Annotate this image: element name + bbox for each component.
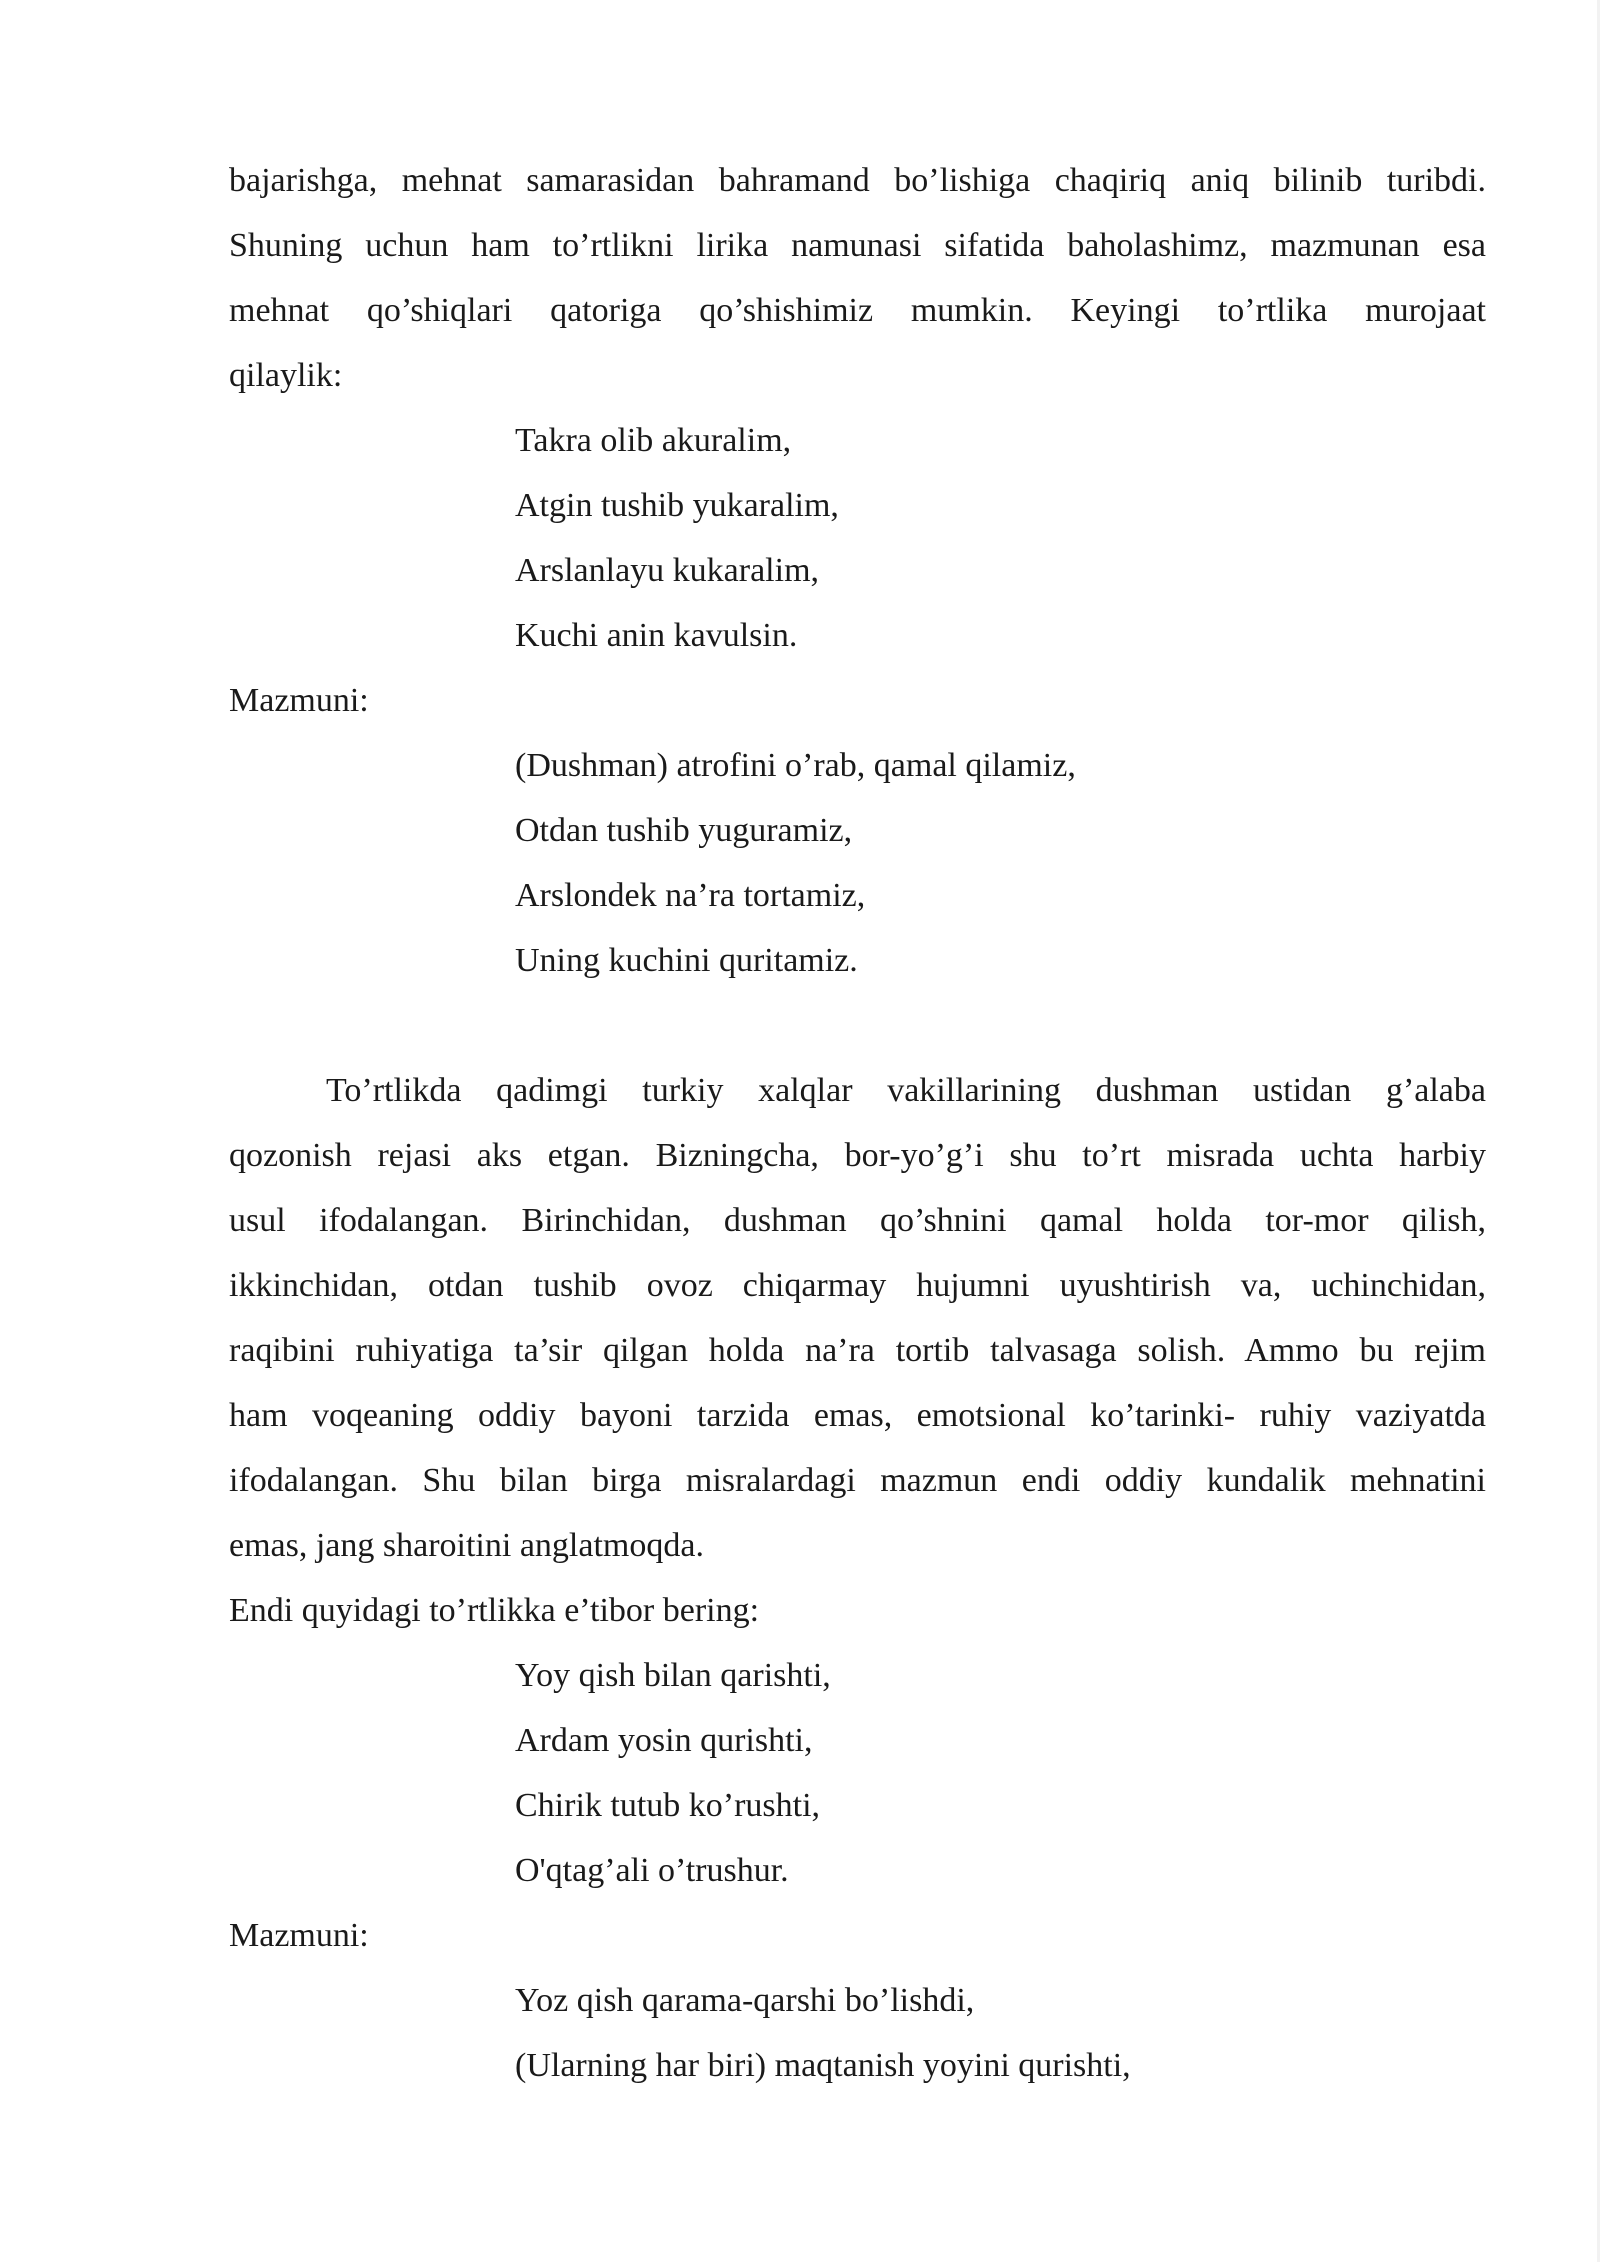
verse-line: Arslondek na’ra tortamiz, — [515, 877, 866, 914]
verse-line: Ardam yosin qurishti, — [515, 1722, 813, 1759]
meaning-verse-2 — [229, 1968, 1486, 2098]
verse-line: Arslanlayu kukaralim, — [515, 552, 820, 589]
verse-line: O'qtag’ali o’trushur. — [515, 1852, 789, 1889]
paragraph-line: To’rtlikda qadimgi turkiy xalqlar vakillarining dushman ustidan g’alaba — [326, 1072, 1486, 1109]
verse-2 — [229, 1643, 1486, 1903]
paragraph-line: mehnat qo’shiqlari qatoriga qo’shishimiz mumkin. Keyingi to’rtlika murojaat — [229, 292, 1486, 329]
paragraph-line: ham voqeaning oddiy bayoni tarzida emas, emotsional ko’tarinki- ruhiy vaziyatda — [229, 1397, 1486, 1434]
paragraph-line: bajarishga, mehnat samarasidan bahramand bo’lishiga chaqiriq aniq bilinib turibdi. — [229, 162, 1486, 199]
document-body — [229, 148, 1486, 2098]
verse-line: Yoz qish qarama-qarshi bo’lishdi, — [515, 1982, 975, 2019]
verse-line: (Ularning har biri) maqtanish yoyini qurishti, — [515, 2047, 1131, 2084]
verse-line: Chirik tutub ko’rushti, — [515, 1787, 821, 1824]
paragraph-line: emas, jang sharoitini anglatmoqda. — [229, 1527, 704, 1564]
verse-1 — [229, 408, 1486, 668]
paragraph-line: ifodalangan. Shu bilan birga misralardagi mazmun endi oddiy kundalik mehnatini — [229, 1462, 1486, 1499]
paragraph-line: Shuning uchun ham to’rtlikni lirika namunasi sifatida baholashimz, mazmunan esa — [229, 227, 1486, 264]
meaning-label: Mazmuni: — [229, 1917, 369, 1954]
meaning-verse-1 — [229, 733, 1486, 993]
verse-line: Atgin tushib yukaralim, — [515, 487, 839, 524]
verse-line: (Dushman) atrofini o’rab, qamal qilamiz, — [515, 747, 1076, 784]
verse-line: Kuchi anin kavulsin. — [515, 617, 798, 654]
intro-line: Endi quyidagi to’rtlikka e’tibor bering: — [229, 1592, 760, 1629]
verse-line: Takra olib akuralim, — [515, 422, 792, 459]
paragraph-line: usul ifodalangan. Birinchidan, dushman qo’shnini qamal holda tor-mor qilish, — [229, 1202, 1486, 1239]
paragraph-line: ikkinchidan, otdan tushib ovoz chiqarmay hujumni uyushtirish va, uchinchidan, — [229, 1267, 1486, 1304]
blank-line — [229, 993, 1486, 1058]
paragraph-2 — [229, 1058, 1486, 1578]
paragraph-1 — [229, 148, 1486, 408]
paragraph-line: qozonish rejasi aks etgan. Bizningcha, bor-yo’g’i shu to’rt misrada uchta harbiy — [229, 1137, 1486, 1174]
meaning-label: Mazmuni: — [229, 682, 369, 719]
verse-line: Yoy qish bilan qarishti, — [515, 1657, 831, 1694]
paragraph-line: qilaylik: — [229, 357, 343, 394]
paragraph-line: raqibini ruhiyatiga ta’sir qilgan holda na’ra tortib talvasaga solish. Ammo bu rejim — [229, 1332, 1486, 1369]
verse-line: Uning kuchini quritamiz. — [515, 942, 858, 979]
verse-line: Otdan tushib yuguramiz, — [515, 812, 853, 849]
